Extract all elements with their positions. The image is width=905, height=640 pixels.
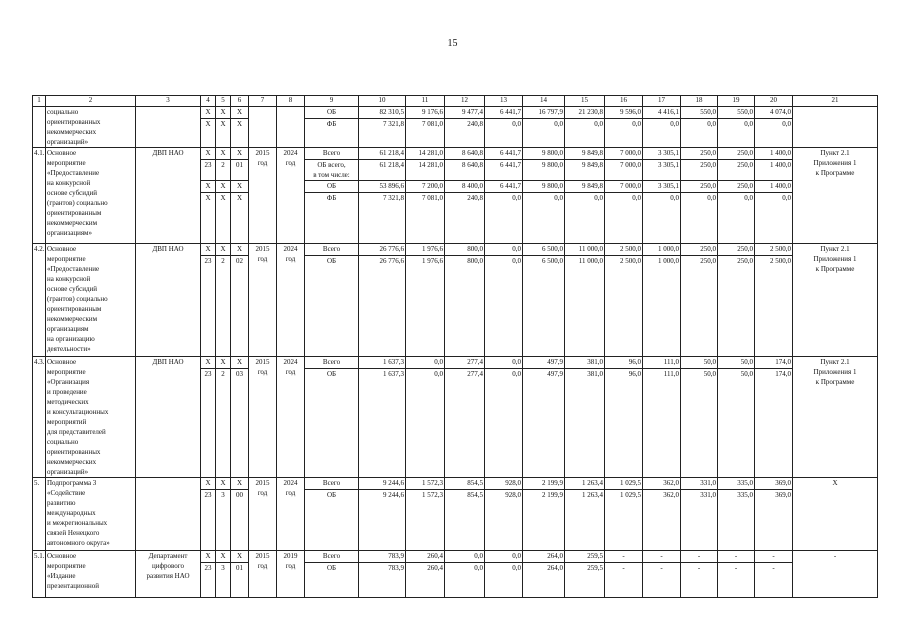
amount-cell: 250,0 bbox=[718, 148, 755, 160]
code-cell-4: X bbox=[201, 478, 216, 490]
amount-cell: 61 218,4 bbox=[359, 148, 406, 160]
amount-cell: 0,0 bbox=[406, 369, 445, 478]
amount-cell: 1 000,0 bbox=[643, 256, 681, 357]
amount-cell: 6 500,0 bbox=[523, 244, 565, 256]
code-cell-6: 03 bbox=[231, 369, 249, 478]
amount-cell: 240,8 bbox=[445, 193, 485, 244]
code-cell-4: X bbox=[201, 551, 216, 563]
start-year: 2015 год bbox=[249, 148, 277, 244]
row-number: 4.1. bbox=[33, 148, 46, 244]
amount-cell: 0,0 bbox=[523, 193, 565, 244]
row-number: 4.3. bbox=[33, 357, 46, 478]
amount-cell: 61 218,4 bbox=[359, 160, 406, 181]
code-cell-4: X bbox=[201, 148, 216, 160]
amount-cell: 7 081,0 bbox=[406, 193, 445, 244]
amount-cell: 7 000,0 bbox=[605, 181, 643, 193]
row-organization: Департамент цифрового развития НАО bbox=[136, 551, 201, 598]
reference-note: Пункт 2.1 Приложения 1 к Программе bbox=[793, 244, 878, 357]
row-description: Основное мероприятие «Организация и проведение методических и консультационных мероприятий для представителей социально ориентированных некоммерческих организаций» bbox=[46, 357, 136, 478]
amount-cell: 362,0 bbox=[643, 490, 681, 551]
amount-cell: 9 244,6 bbox=[359, 490, 406, 551]
amount-cell: 550,0 bbox=[718, 107, 755, 119]
amount-cell: 174,0 bbox=[755, 369, 793, 478]
amount-cell: 7 321,8 bbox=[359, 193, 406, 244]
header-cell: 17 bbox=[643, 96, 681, 107]
amount-cell: 277,4 bbox=[445, 369, 485, 478]
code-cell-6: X bbox=[231, 119, 249, 148]
table-row bbox=[33, 107, 878, 119]
amount-cell: 6 441,7 bbox=[485, 181, 523, 193]
amount-cell: 0,0 bbox=[485, 119, 523, 148]
header-cell: 4 bbox=[201, 96, 216, 107]
end-year: 2019 год bbox=[277, 551, 305, 598]
amount-cell: 497,9 bbox=[523, 369, 565, 478]
amount-cell: 335,0 bbox=[718, 478, 755, 490]
amount-cell: 9 849,8 bbox=[565, 160, 605, 181]
code-cell-5: 2 bbox=[216, 369, 231, 478]
amount-cell: 250,0 bbox=[718, 181, 755, 193]
funding-source: Всего bbox=[305, 148, 359, 160]
amount-cell: 381,0 bbox=[565, 369, 605, 478]
table-row bbox=[33, 148, 878, 160]
amount-cell: 174,0 bbox=[755, 357, 793, 369]
header-cell: 1 bbox=[33, 96, 46, 107]
start-year: 2015 год bbox=[249, 478, 277, 551]
amount-cell: 0,0 bbox=[523, 119, 565, 148]
header-cell: 9 bbox=[305, 96, 359, 107]
amount-cell: 0,0 bbox=[643, 119, 681, 148]
row-description: Подпрограмма 3 «Содействие развитию международных и межрегиональных связей Ненецкого автономного округа» bbox=[46, 478, 136, 551]
code-cell-6: 02 bbox=[231, 256, 249, 357]
header-cell: 11 bbox=[406, 96, 445, 107]
code-cell-6: X bbox=[231, 357, 249, 369]
amount-cell: 111,0 bbox=[643, 369, 681, 478]
amount-cell: - bbox=[605, 551, 643, 563]
amount-cell: 9 800,0 bbox=[523, 148, 565, 160]
amount-cell: 335,0 bbox=[718, 490, 755, 551]
code-cell-5: X bbox=[216, 119, 231, 148]
code-cell-5: X bbox=[216, 478, 231, 490]
code-cell-5: X bbox=[216, 107, 231, 119]
header-cell: 20 bbox=[755, 96, 793, 107]
reference-note bbox=[793, 107, 878, 148]
header-cell: 10 bbox=[359, 96, 406, 107]
amount-cell: 0,0 bbox=[485, 369, 523, 478]
amount-cell: 9 849,8 bbox=[565, 181, 605, 193]
amount-cell: 277,4 bbox=[445, 357, 485, 369]
amount-cell: 11 000,0 bbox=[565, 244, 605, 256]
row-number: 5. bbox=[33, 478, 46, 551]
amount-cell: 6 441,7 bbox=[485, 148, 523, 160]
code-cell-4: X bbox=[201, 244, 216, 256]
row-organization: ДВП НАО bbox=[136, 148, 201, 244]
amount-cell: 50,0 bbox=[718, 369, 755, 478]
code-cell-4: 23 bbox=[201, 490, 216, 551]
code-cell-5: 2 bbox=[216, 256, 231, 357]
amount-cell: 111,0 bbox=[643, 357, 681, 369]
amount-cell: 264,0 bbox=[523, 551, 565, 563]
reference-note: Пункт 2.1 Приложения 1 к Программе bbox=[793, 148, 878, 244]
amount-cell: 1 637,3 bbox=[359, 357, 406, 369]
amount-cell: - bbox=[755, 563, 793, 598]
amount-cell: 2 500,0 bbox=[755, 244, 793, 256]
end-year: 2024 год bbox=[277, 357, 305, 478]
funding-source: ОБ bbox=[305, 256, 359, 357]
start-year: 2015 год bbox=[249, 357, 277, 478]
amount-cell: 259,5 bbox=[565, 551, 605, 563]
amount-cell: 21 230,8 bbox=[565, 107, 605, 119]
amount-cell: 14 281,0 bbox=[406, 160, 445, 181]
amount-cell: 250,0 bbox=[718, 160, 755, 181]
header-cell: 8 bbox=[277, 96, 305, 107]
amount-cell: 3 305,1 bbox=[643, 148, 681, 160]
reference-note: X bbox=[793, 478, 878, 551]
start-year: 2015 год bbox=[249, 244, 277, 357]
amount-cell: 0,0 bbox=[565, 119, 605, 148]
amount-cell: 854,5 bbox=[445, 490, 485, 551]
amount-cell: 1 029,5 bbox=[605, 478, 643, 490]
amount-cell: 7 321,8 bbox=[359, 119, 406, 148]
amount-cell: - bbox=[681, 551, 718, 563]
amount-cell: 2 199,9 bbox=[523, 490, 565, 551]
amount-cell: 259,5 bbox=[565, 563, 605, 598]
header-cell: 18 bbox=[681, 96, 718, 107]
row-number: 4.2. bbox=[33, 244, 46, 357]
row-organization: ДВП НАО bbox=[136, 244, 201, 357]
funding-source: ОБ bbox=[305, 563, 359, 598]
amount-cell: 264,0 bbox=[523, 563, 565, 598]
amount-cell: 928,0 bbox=[485, 478, 523, 490]
amount-cell: 1 976,6 bbox=[406, 244, 445, 256]
code-cell-6: X bbox=[231, 478, 249, 490]
table-row bbox=[33, 478, 878, 490]
amount-cell: 0,0 bbox=[485, 357, 523, 369]
amount-cell: 9 596,0 bbox=[605, 107, 643, 119]
amount-cell: 0,0 bbox=[605, 119, 643, 148]
header-cell: 14 bbox=[523, 96, 565, 107]
amount-cell: 250,0 bbox=[681, 244, 718, 256]
amount-cell: 497,9 bbox=[523, 357, 565, 369]
amount-cell: 250,0 bbox=[681, 160, 718, 181]
amount-cell: 854,5 bbox=[445, 478, 485, 490]
amount-cell: - bbox=[681, 563, 718, 598]
amount-cell: 26 776,6 bbox=[359, 244, 406, 256]
amount-cell: 362,0 bbox=[643, 478, 681, 490]
funding-source: ФБ bbox=[305, 193, 359, 244]
code-cell-4: X bbox=[201, 119, 216, 148]
code-cell-6: 01 bbox=[231, 563, 249, 598]
reference-note: - bbox=[793, 551, 878, 598]
code-cell-4: X bbox=[201, 107, 216, 119]
funding-source: ОБ bbox=[305, 181, 359, 193]
amount-cell: 0,0 bbox=[485, 244, 523, 256]
code-cell-4: X bbox=[201, 357, 216, 369]
code-cell-6: X bbox=[231, 193, 249, 244]
end-year: 2024 год bbox=[277, 148, 305, 244]
amount-cell: 1 400,0 bbox=[755, 181, 793, 193]
amount-cell: 0,0 bbox=[605, 193, 643, 244]
amount-cell: 0,0 bbox=[755, 193, 793, 244]
table-row bbox=[33, 244, 878, 256]
code-cell-4: 23 bbox=[201, 563, 216, 598]
amount-cell: 800,0 bbox=[445, 244, 485, 256]
funding-source: Всего bbox=[305, 357, 359, 369]
start-year: 2015 год bbox=[249, 551, 277, 598]
end-year: 2024 год bbox=[277, 244, 305, 357]
code-cell-5: X bbox=[216, 181, 231, 193]
amount-cell: - bbox=[718, 563, 755, 598]
amount-cell: 260,4 bbox=[406, 551, 445, 563]
reference-note: Пункт 2.1 Приложения 1 к Программе bbox=[793, 357, 878, 478]
amount-cell: 0,0 bbox=[485, 193, 523, 244]
row-organization bbox=[136, 107, 201, 148]
amount-cell: 9 477,4 bbox=[445, 107, 485, 119]
amount-cell: 0,0 bbox=[406, 357, 445, 369]
amount-cell: 0,0 bbox=[755, 119, 793, 148]
amount-cell: 0,0 bbox=[681, 119, 718, 148]
funding-source: Всего bbox=[305, 244, 359, 256]
amount-cell: 6 441,7 bbox=[485, 107, 523, 119]
amount-cell: 53 896,6 bbox=[359, 181, 406, 193]
amount-cell: 1 572,3 bbox=[406, 478, 445, 490]
header-row bbox=[33, 96, 878, 107]
amount-cell: 783,9 bbox=[359, 551, 406, 563]
amount-cell: - bbox=[605, 563, 643, 598]
row-description: Основное мероприятие «Предоставление на конкурсной основе субсидий (грантов) социально ориентированным некоммерческим организациям на организацию деятельности» bbox=[46, 244, 136, 357]
code-cell-6: X bbox=[231, 244, 249, 256]
amount-cell: 0,0 bbox=[718, 119, 755, 148]
code-cell-5: X bbox=[216, 357, 231, 369]
amount-cell: 4 416,1 bbox=[643, 107, 681, 119]
amount-cell: 82 310,5 bbox=[359, 107, 406, 119]
amount-cell: 1 263,4 bbox=[565, 490, 605, 551]
amount-cell: 26 776,6 bbox=[359, 256, 406, 357]
code-cell-6: X bbox=[231, 107, 249, 119]
budget-table bbox=[32, 95, 878, 598]
amount-cell: 16 797,9 bbox=[523, 107, 565, 119]
funding-source: Всего bbox=[305, 478, 359, 490]
amount-cell: 240,8 bbox=[445, 119, 485, 148]
amount-cell: 0,0 bbox=[485, 551, 523, 563]
amount-cell: 2 500,0 bbox=[605, 244, 643, 256]
amount-cell: - bbox=[755, 551, 793, 563]
amount-cell: 0,0 bbox=[485, 256, 523, 357]
amount-cell: 1 637,3 bbox=[359, 369, 406, 478]
amount-cell: 2 500,0 bbox=[605, 256, 643, 357]
code-cell-4: 23 bbox=[201, 369, 216, 478]
amount-cell: 0,0 bbox=[445, 551, 485, 563]
header-cell: 19 bbox=[718, 96, 755, 107]
amount-cell: 4 074,0 bbox=[755, 107, 793, 119]
amount-cell: 50,0 bbox=[681, 369, 718, 478]
code-cell-5: X bbox=[216, 193, 231, 244]
row-organization: ДВП НАО bbox=[136, 357, 201, 478]
amount-cell: 9 800,0 bbox=[523, 181, 565, 193]
amount-cell: 2 199,9 bbox=[523, 478, 565, 490]
amount-cell: 369,0 bbox=[755, 478, 793, 490]
amount-cell: 1 572,3 bbox=[406, 490, 445, 551]
code-cell-5: 2 bbox=[216, 160, 231, 181]
amount-cell: 250,0 bbox=[681, 181, 718, 193]
amount-cell: 1 263,4 bbox=[565, 478, 605, 490]
row-description: социально ориентированных некоммерческих организаций» bbox=[46, 107, 136, 148]
header-cell: 13 bbox=[485, 96, 523, 107]
amount-cell: 9 244,6 bbox=[359, 478, 406, 490]
end-year bbox=[277, 107, 305, 148]
row-description: Основное мероприятие «Предоставление на конкурсной основе субсидий (грантов) социально ориентированным некоммерческим организациям» bbox=[46, 148, 136, 244]
amount-cell: 7 000,0 bbox=[605, 148, 643, 160]
amount-cell: 8 640,8 bbox=[445, 148, 485, 160]
amount-cell: 0,0 bbox=[681, 193, 718, 244]
table-row bbox=[33, 357, 878, 369]
start-year bbox=[249, 107, 277, 148]
code-cell-5: 3 bbox=[216, 490, 231, 551]
amount-cell: 50,0 bbox=[718, 357, 755, 369]
amount-cell: 250,0 bbox=[681, 148, 718, 160]
amount-cell: 331,0 bbox=[681, 478, 718, 490]
code-cell-4: X bbox=[201, 193, 216, 244]
page-number: 15 bbox=[447, 38, 458, 49]
amount-cell: 1 400,0 bbox=[755, 160, 793, 181]
amount-cell: 6 441,7 bbox=[485, 160, 523, 181]
amount-cell: 14 281,0 bbox=[406, 148, 445, 160]
amount-cell: 1 976,6 bbox=[406, 256, 445, 357]
end-year: 2024 год bbox=[277, 478, 305, 551]
code-cell-6: X bbox=[231, 148, 249, 160]
amount-cell: 9 176,6 bbox=[406, 107, 445, 119]
funding-source: ОБ bbox=[305, 490, 359, 551]
amount-cell: 3 305,1 bbox=[643, 160, 681, 181]
row-description: Основное мероприятие «Издание презентационной bbox=[46, 551, 136, 598]
amount-cell: - bbox=[643, 563, 681, 598]
funding-source: ОБ bbox=[305, 107, 359, 119]
amount-cell: - bbox=[718, 551, 755, 563]
amount-cell: 0,0 bbox=[485, 563, 523, 598]
amount-cell: 1 000,0 bbox=[643, 244, 681, 256]
amount-cell: 1 400,0 bbox=[755, 148, 793, 160]
code-cell-5: X bbox=[216, 244, 231, 256]
amount-cell: 331,0 bbox=[681, 490, 718, 551]
header-cell: 3 bbox=[136, 96, 201, 107]
code-cell-5: 3 bbox=[216, 563, 231, 598]
amount-cell: 369,0 bbox=[755, 490, 793, 551]
amount-cell: 0,0 bbox=[445, 563, 485, 598]
header-cell: 5 bbox=[216, 96, 231, 107]
amount-cell: 550,0 bbox=[681, 107, 718, 119]
amount-cell: 7 000,0 bbox=[605, 160, 643, 181]
amount-cell: 250,0 bbox=[681, 256, 718, 357]
amount-cell: 250,0 bbox=[718, 244, 755, 256]
funding-source: ОБ bbox=[305, 369, 359, 478]
code-cell-6: 00 bbox=[231, 490, 249, 551]
amount-cell: 50,0 bbox=[681, 357, 718, 369]
code-cell-4: 23 bbox=[201, 160, 216, 181]
amount-cell: 2 500,0 bbox=[755, 256, 793, 357]
amount-cell: 9 800,0 bbox=[523, 160, 565, 181]
table-row bbox=[33, 551, 878, 563]
header-cell: 6 bbox=[231, 96, 249, 107]
amount-cell: 783,9 bbox=[359, 563, 406, 598]
amount-cell: 96,0 bbox=[605, 357, 643, 369]
header-cell: 16 bbox=[605, 96, 643, 107]
code-cell-4: 23 bbox=[201, 256, 216, 357]
amount-cell: 7 081,0 bbox=[406, 119, 445, 148]
code-cell-5: X bbox=[216, 148, 231, 160]
amount-cell: 11 000,0 bbox=[565, 256, 605, 357]
header-cell: 21 bbox=[793, 96, 878, 107]
amount-cell: 9 849,8 bbox=[565, 148, 605, 160]
amount-cell: 6 500,0 bbox=[523, 256, 565, 357]
funding-source: ОБ всего, в том числе: bbox=[305, 160, 359, 181]
amount-cell: 0,0 bbox=[565, 193, 605, 244]
funding-source: Всего bbox=[305, 551, 359, 563]
header-cell: 15 bbox=[565, 96, 605, 107]
header-cell: 2 bbox=[46, 96, 136, 107]
funding-source: ФБ bbox=[305, 119, 359, 148]
code-cell-4: X bbox=[201, 181, 216, 193]
code-cell-6: X bbox=[231, 551, 249, 563]
code-cell-5: X bbox=[216, 551, 231, 563]
amount-cell: 7 200,0 bbox=[406, 181, 445, 193]
amount-cell: 928,0 bbox=[485, 490, 523, 551]
code-cell-6: X bbox=[231, 181, 249, 193]
code-cell-6: 01 bbox=[231, 160, 249, 181]
amount-cell: - bbox=[643, 551, 681, 563]
amount-cell: 8 400,0 bbox=[445, 181, 485, 193]
amount-cell: 260,4 bbox=[406, 563, 445, 598]
amount-cell: 3 305,1 bbox=[643, 181, 681, 193]
row-organization bbox=[136, 478, 201, 551]
amount-cell: 800,0 bbox=[445, 256, 485, 357]
amount-cell: 96,0 bbox=[605, 369, 643, 478]
amount-cell: 8 640,8 bbox=[445, 160, 485, 181]
amount-cell: 0,0 bbox=[718, 193, 755, 244]
header-cell: 7 bbox=[249, 96, 277, 107]
amount-cell: 381,0 bbox=[565, 357, 605, 369]
amount-cell: 250,0 bbox=[718, 256, 755, 357]
amount-cell: 0,0 bbox=[643, 193, 681, 244]
row-number: 5.1. bbox=[33, 551, 46, 598]
amount-cell: 1 029,5 bbox=[605, 490, 643, 551]
header-cell: 12 bbox=[445, 96, 485, 107]
row-number bbox=[33, 107, 46, 148]
